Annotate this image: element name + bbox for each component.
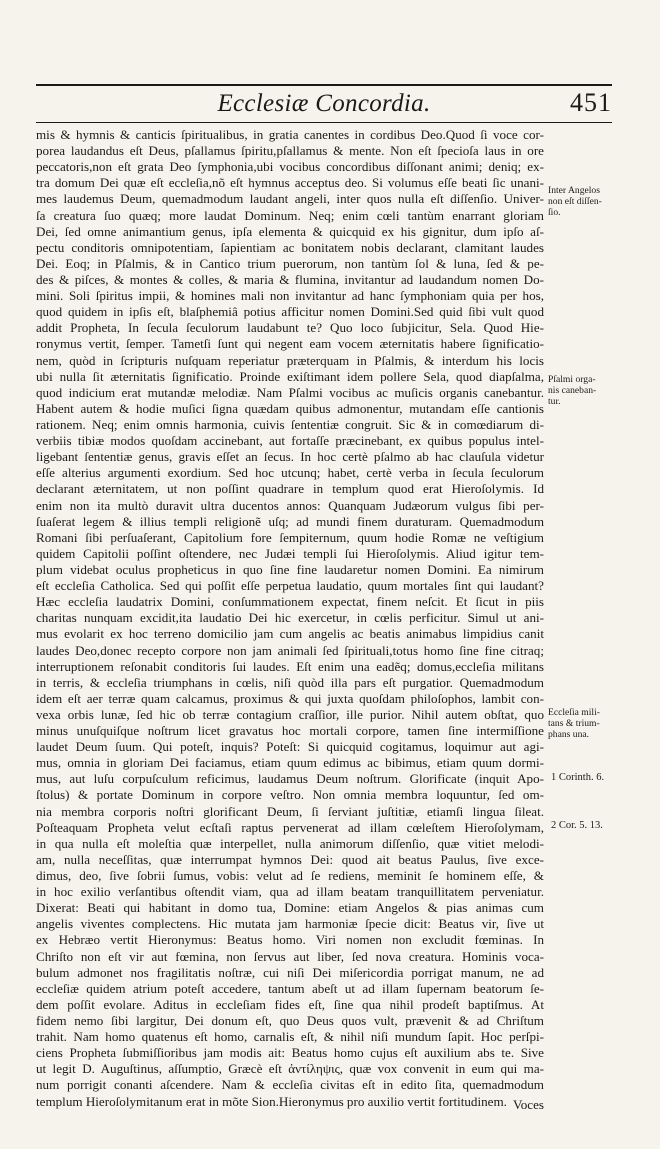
text-line: mini. Soli ſpiritus impii, & homines mali non invitantur ad hanc ſymphoniam quia per hos, <box>36 288 544 304</box>
text-line: enim non ita multò duravit ultra ducentos annos: Quanquam Judæorum vulgus ſibi per- <box>36 497 544 513</box>
text-line: ciens Propheta ſubmiſſioribus jam modis ait: Beatus homo cujus eſt auxilium abs te. Sive <box>36 1045 544 1061</box>
text-line: in hoc exilio verſantibus oſtendit viam, qua ad illam beatam tranquillitatem perveniatur. <box>36 884 544 900</box>
text-line: tra domum Dei quæ eſt eccleſia,nõ eſt hymnus acceptus deo. Si volumus eſſe beati ſic unani- <box>36 175 544 191</box>
text-line: ronymus vertit, ſemper. Tametſi ſunt qui negent eam vocem æternitatis habere ſignificatio- <box>36 336 544 352</box>
text-line: rationem. Neq; enim omnis harmonia, cuivis ſententiæ congruit. Sic & in comœdiarum di- <box>36 416 544 432</box>
page-number: 451 <box>570 88 612 117</box>
text-line: laudes Deo,donec recepto corpore non jam animali ſed ſpirituali,totus homo ſine fine citraq; <box>36 642 544 658</box>
text-line: nem, quòd in ſcripturis nuſquam reperiatur præterquam in Pſalmis, & interdum his locis <box>36 352 544 368</box>
text-line: trahit. Nam homo quatenus eſt homo, carnalis eſt, & nihil niſi mundum ſapit. Hoc perſpi- <box>36 1029 544 1045</box>
running-title: Ecclesiæ Concordia. <box>217 90 431 117</box>
text-line: bulum admonet nos fragilitatis noſtræ, cui niſi Dei miſericordia porrigat manum, ne ad <box>36 964 544 980</box>
marginal-note-inter-angelos <box>548 185 632 218</box>
running-header <box>36 84 612 124</box>
text-line: declarant æternitatem, ut non poſſint quadrare in templum quod erat Hieroſolymis. Id <box>36 481 544 497</box>
text-line: interruptionem reſonabit conditoris ſui laudes. Eſt enim una eadẽq; domus,eccleſia militans <box>36 658 544 674</box>
marginal-note-ecclesia-militans <box>548 707 632 740</box>
text-line: des & piſces, & montes & colles, & maria & flumina, invitantur ad laudandum nomen Do- <box>36 271 544 287</box>
marginal-line: ſio. <box>548 207 561 218</box>
text-line: ut legit D. Auguſtinus, aſſumptio, Græcè eſt ἀντίληψις, quæ vox convenit in eum qui ma- <box>36 1061 544 1077</box>
text-line: nia membra corporis noſtri glorificant Deum, ſi ſerviant juſtitiæ, etiamſi lingua ſileat. <box>36 803 544 819</box>
text-line: ligebant ſententiæ genus, gravis eſſet an ſecus. In hoc certè pſalmo ab hac clauſula videtur <box>36 449 544 465</box>
text-line: mis & hymnis & canticis ſpiritualibus, in gratia canentes in cordibus Deo.Quod ſi voce cor- <box>36 127 544 142</box>
text-line: minus unuſquiſque noſtrum licet gravatus hoc mortali corpore, tamen ſine intermiſſione <box>36 723 544 739</box>
catchword: Voces <box>512 1097 544 1112</box>
text-line: addit Propheta, In ſecula ſeculorum laudabunt te? Quo loco ſubjicitur, Sela. Quod Hie- <box>36 320 544 336</box>
text-line: Habent autem & hodie muſici ſigna quædam quibus admonentur, mutandam eſſe cantionis <box>36 400 544 416</box>
marginal-line: Eccleſia mili- <box>548 707 600 718</box>
marginal-line: tans & trium- <box>548 718 600 729</box>
marginal-line: phans una. <box>548 729 590 740</box>
text-line: Chriſto non eſt vir aut fœmina, non ſervus aut liber, ſed nova creatura. Hominis voca- <box>36 948 544 964</box>
text-line: am, nulla neceſſitas, quæ interrumpat hymnos Dei: quod ait beatus Paulus, ſive exce- <box>36 851 544 867</box>
text-line: mes laudemus Deum, quemadmodum laudant angeli, inter quos nulla eſt diſſenſio. Univer- <box>36 191 544 207</box>
marginal-line: Inter Angelos <box>548 185 600 196</box>
text-line: eſſe alterius argumenti exordium. Sed hoc utcunq; habet, certè verba in ſecula ſeculorum <box>36 465 544 481</box>
text-line: mus, omnia in gloriam Dei faciamus, etiam quum edimus ac bibimus, etiam quum dormi- <box>36 755 544 771</box>
text-line: angelis viventes complectens. Hic mutata jam harmoniæ ſpecie dicit: Beatus vir, ſive ut <box>36 916 544 932</box>
text-line: ubi nulla ſit æternitatis ſignificatio. Proinde exiſtimant idem pollere Sela, quod diapſalma, <box>36 368 544 384</box>
text-line: ſa creatura ſuo quæq; more laudat Dominum. Neq; enim cœli tantùm enarrant gloriam <box>36 207 544 223</box>
text-line: verbiis tibiæ modos quoſdam accinebant, aut fortaſſe præcinebant, ex quibus populus intel- <box>36 433 544 449</box>
text-line: fidem nemo ſibi largitur, Dei donum eſt, quo Deus quos vult, prævenit & ad Chriſtum <box>36 1013 544 1029</box>
marginal-line: Pſalmi orga- <box>548 374 596 385</box>
body-text <box>36 127 544 1110</box>
text-line: templum Hieroſolymitanum erat in mõte Sion.Hieronymus pro auxilio vertit fortitudinem. <box>36 1093 507 1109</box>
text-line: laudet Deum ſuum. Qui poteſt, inquis? Poteſt: Si quicquid cogitamus, loquimur aut agi- <box>36 739 544 755</box>
text-line: peccatoris,non eſt grata Deo ſymphonia,ubi vocibus concordibus diſſonant animi; deniq; ex- <box>36 159 544 175</box>
text-line: Dixerat: Beati qui habitant in domo tua, Domine: etiam Angelos & pias animas cum <box>36 900 544 916</box>
text-line: Hæc eccleſia laudatrix Domini, conſummationem expectat, finem neſcit. Et ſicut in piis <box>36 594 544 610</box>
text-line: ex Hebræo vertit Hieronymus: Beatus homo. Viri nomen non excludit fœminas. In <box>36 932 544 948</box>
text-line: ſtolus) & portate Dominum in corpore veſtro. Non omnia membra loquuntur, ſed om- <box>36 787 544 803</box>
text-line: ſuaſerat legem & illius templi religionẽ uſq; ad mundi finem duraturam. Quemadmodum <box>36 513 544 529</box>
marginal-line: tur. <box>548 396 561 407</box>
text-line: in terris, & eccleſia triumphans in cœlis, niſi quòd illa pars eſt purgatior. Quemadmodum <box>36 674 544 690</box>
text-line: vexa orbis lunæ, ſed hic ob terræ contagium craſſior, ille purior. Nihil autem obſtat, quo <box>36 706 544 722</box>
text-line: mus evolarit ex hoc terreno domicilio jam cum angelis ac beatis animabus limpidius canit <box>36 626 544 642</box>
text-line: plum videbat oculus propheticus in quo ſine fine laudaretur nomen Domini. Ea nimirum <box>36 561 544 577</box>
text-line: charitas nunquam excidit,ita laudatio Dei hic exercetur, in cœlis perficitur. Simul ut ani- <box>36 610 544 626</box>
text-line: Dei, ſed omne animantium genus, ipſa elementa & quicquid ex his gignitur, dum ipſo aſ- <box>36 223 544 239</box>
text-line: dimus, deo, ſive ſobrii ſumus, vobis: velut ad ſe rediens, meminit ſe hominem eſſe, & <box>36 868 544 884</box>
text-line: mus, aut luſu corpuſculum reficimus, laudamus Deum noſtrum. Glorificate (inquit Apo- <box>36 771 544 787</box>
marginal-line: nis caneban- <box>548 385 597 396</box>
text-line: eccleſiæ quidem atrium poteſt accedere, tantum abeſt ut ad illam ſupernam beatorum ſe- <box>36 980 544 996</box>
text-line: idem eſt aer terræ quam calcamus, proximus & qui juxta quoſdam philoſophos, lambit con- <box>36 690 544 706</box>
marginal-note-psalmi-organis <box>548 374 632 407</box>
text-line: eſt eccleſia Catholica. Sed qui poſſit eſſe perpetua laudatio, quum mortales ſint qui laudant? <box>36 578 544 594</box>
header-rule-bottom <box>36 122 612 123</box>
text-line: Romani ſibi perſuaſerant, Capitolium fore ſempiternum, quum hodie Romæ ne veſtigium <box>36 529 544 545</box>
text-line: Dei. Eoq; in Pſalmis, & in Cantico trium puerorum, non tantùm ſol & luna, ſed & pe- <box>36 255 544 271</box>
marginal-line: non eſt diſſen- <box>548 196 602 207</box>
marginal-ref-corinth: 1 Corinth. 6. <box>551 772 605 783</box>
text-line: quod quidem in ipſis eſt, blaſphemiâ potius afficitur nomen Domini.Sed quid ſibi vult quod <box>36 304 544 320</box>
text-line: num porrigit conanti aſcendere. Nam & eccleſia civitas eſt in edito ſita, quemadmodum <box>36 1077 544 1093</box>
text-line: Poſteaquam Propheta velut ecſtaſi raptus pervenerat ad illam cœleſtem Hieroſolymam, <box>36 819 544 835</box>
text-line: porea laudandus eſt Deus, pſallamus ſpiritu,pſallamus & mente. Non eſt ſpecioſa laus in ore <box>36 143 544 159</box>
text-line: dem poſſit evolare. Aditus in eccleſiam fides eſt, ſine qua nihil prodeſt baptiſmus. At <box>36 996 544 1012</box>
text-line: quod indicium erat mutandæ melodiæ. Nam Pſalmi vocibus ac muſicis organis canebantur. <box>36 384 544 400</box>
text-line: in qua nulla eſt moleſtia quæ interpellet, nulla animorum diſſenſio, quæ vitiet melodi- <box>36 835 544 851</box>
text-line: pectu conditoris omnipotentiam, ſapientiam ac bonitatem nobis declarant, clamitant laudes <box>36 239 544 255</box>
marginal-ref-cor: 2 Cor. 5. 13. <box>551 820 603 831</box>
text-line: quidem Capitolii poſſint oſtendere, nec Judæi templi ſui Hieroſolymis. Aliud igitur tem- <box>36 545 544 561</box>
